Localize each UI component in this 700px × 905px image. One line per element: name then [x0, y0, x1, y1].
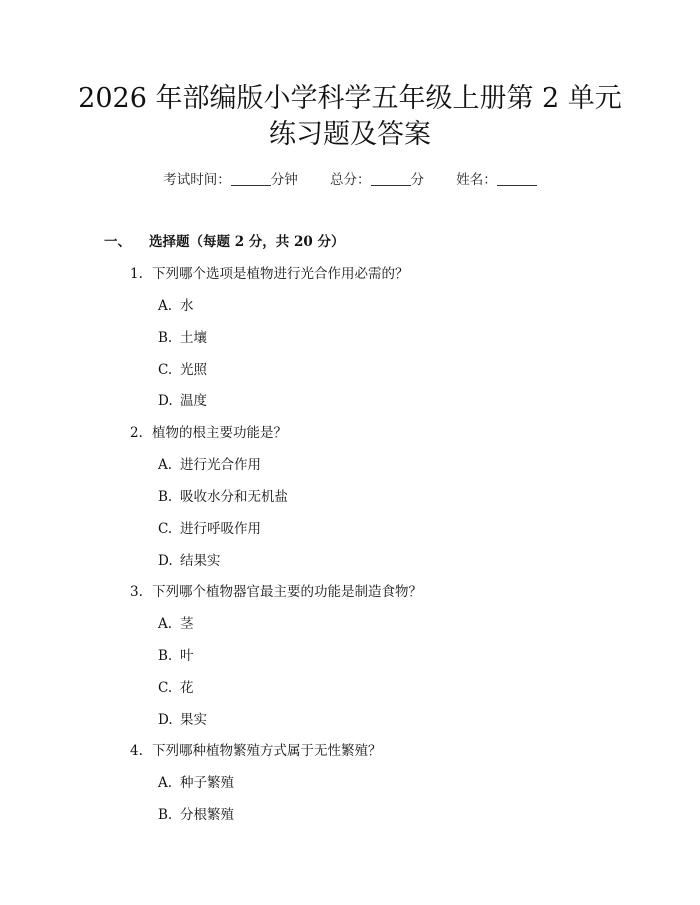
question-text: 下列哪个植物器官最主要的功能是制造食物？: [152, 584, 422, 600]
option-1b: [158, 326, 207, 346]
question-3: [130, 580, 422, 600]
option-2a: [158, 453, 261, 473]
option-letter: D.: [158, 712, 173, 728]
name-field: [456, 172, 537, 188]
question-1: [130, 262, 409, 282]
exam-time-unit: 分钟: [270, 172, 298, 188]
option-1d: [158, 389, 207, 409]
exam-time-blank: [231, 173, 271, 186]
option-1a: [158, 294, 194, 314]
option-text: 土壤: [180, 330, 207, 346]
option-letter: C.: [158, 362, 173, 378]
question-number: 2.: [130, 425, 143, 441]
option-letter: A.: [158, 616, 173, 632]
option-letter: C.: [158, 521, 173, 537]
option-text: 叶: [180, 648, 194, 664]
section-title: 选择题（每题 2 分，共 20 分）: [149, 234, 345, 250]
option-letter: C.: [158, 680, 173, 696]
name-blank: [497, 173, 537, 186]
option-letter: B.: [158, 489, 173, 505]
question-number: 1.: [130, 266, 143, 282]
option-letter: A.: [158, 457, 173, 473]
question-text: 植物的根主要功能是？: [152, 425, 287, 441]
option-text: 分根繁殖: [180, 807, 234, 823]
question-text: 下列哪种植物繁殖方式属于无性繁殖？: [152, 743, 382, 759]
option-3d: [158, 708, 207, 728]
exam-time-label: 考试时间：: [163, 172, 231, 188]
option-3a: [158, 612, 194, 632]
total-score-field: [330, 172, 428, 188]
option-text: 果实: [180, 712, 207, 728]
total-score-unit: 分: [410, 172, 424, 188]
name-label: 姓名：: [456, 172, 497, 188]
question-number: 3.: [130, 584, 143, 600]
option-letter: D.: [158, 553, 173, 569]
option-1c: [158, 358, 207, 378]
option-letter: B.: [158, 807, 173, 823]
option-2d: [158, 549, 221, 569]
option-text: 吸收水分和无机盐: [180, 489, 288, 505]
exam-time-field: [163, 172, 302, 188]
total-score-blank: [371, 173, 411, 186]
option-letter: D.: [158, 393, 173, 409]
option-letter: B.: [158, 648, 173, 664]
option-text: 花: [180, 680, 194, 696]
total-score-label: 总分：: [330, 172, 371, 188]
question-number: 4.: [130, 743, 143, 759]
option-2b: [158, 485, 288, 505]
option-2c: [158, 517, 261, 537]
option-4a: [158, 771, 234, 791]
question-4: [130, 739, 382, 759]
option-text: 水: [180, 298, 194, 314]
option-text: 进行呼吸作用: [180, 521, 261, 537]
option-letter: A.: [158, 298, 173, 314]
option-letter: A.: [158, 775, 173, 791]
option-3b: [158, 644, 194, 664]
section-number: 一、: [104, 234, 131, 250]
option-text: 光照: [180, 362, 207, 378]
option-letter: B.: [158, 330, 173, 346]
page-title-line-2: 练习题及答案: [269, 119, 431, 150]
option-text: 结果实: [180, 553, 221, 569]
option-text: 温度: [180, 393, 207, 409]
option-4b: [158, 803, 234, 823]
option-text: 进行光合作用: [180, 457, 261, 473]
option-3c: [158, 676, 194, 696]
option-text: 茎: [180, 616, 194, 632]
section-heading: [104, 230, 344, 250]
question-text: 下列哪个选项是植物进行光合作用必需的？: [152, 266, 409, 282]
option-text: 种子繁殖: [180, 775, 234, 791]
exam-info-line: [0, 168, 700, 188]
page-title-line-1: 2026 年部编版小学科学五年级上册第 2 单元: [78, 83, 622, 114]
question-2: [130, 421, 287, 441]
